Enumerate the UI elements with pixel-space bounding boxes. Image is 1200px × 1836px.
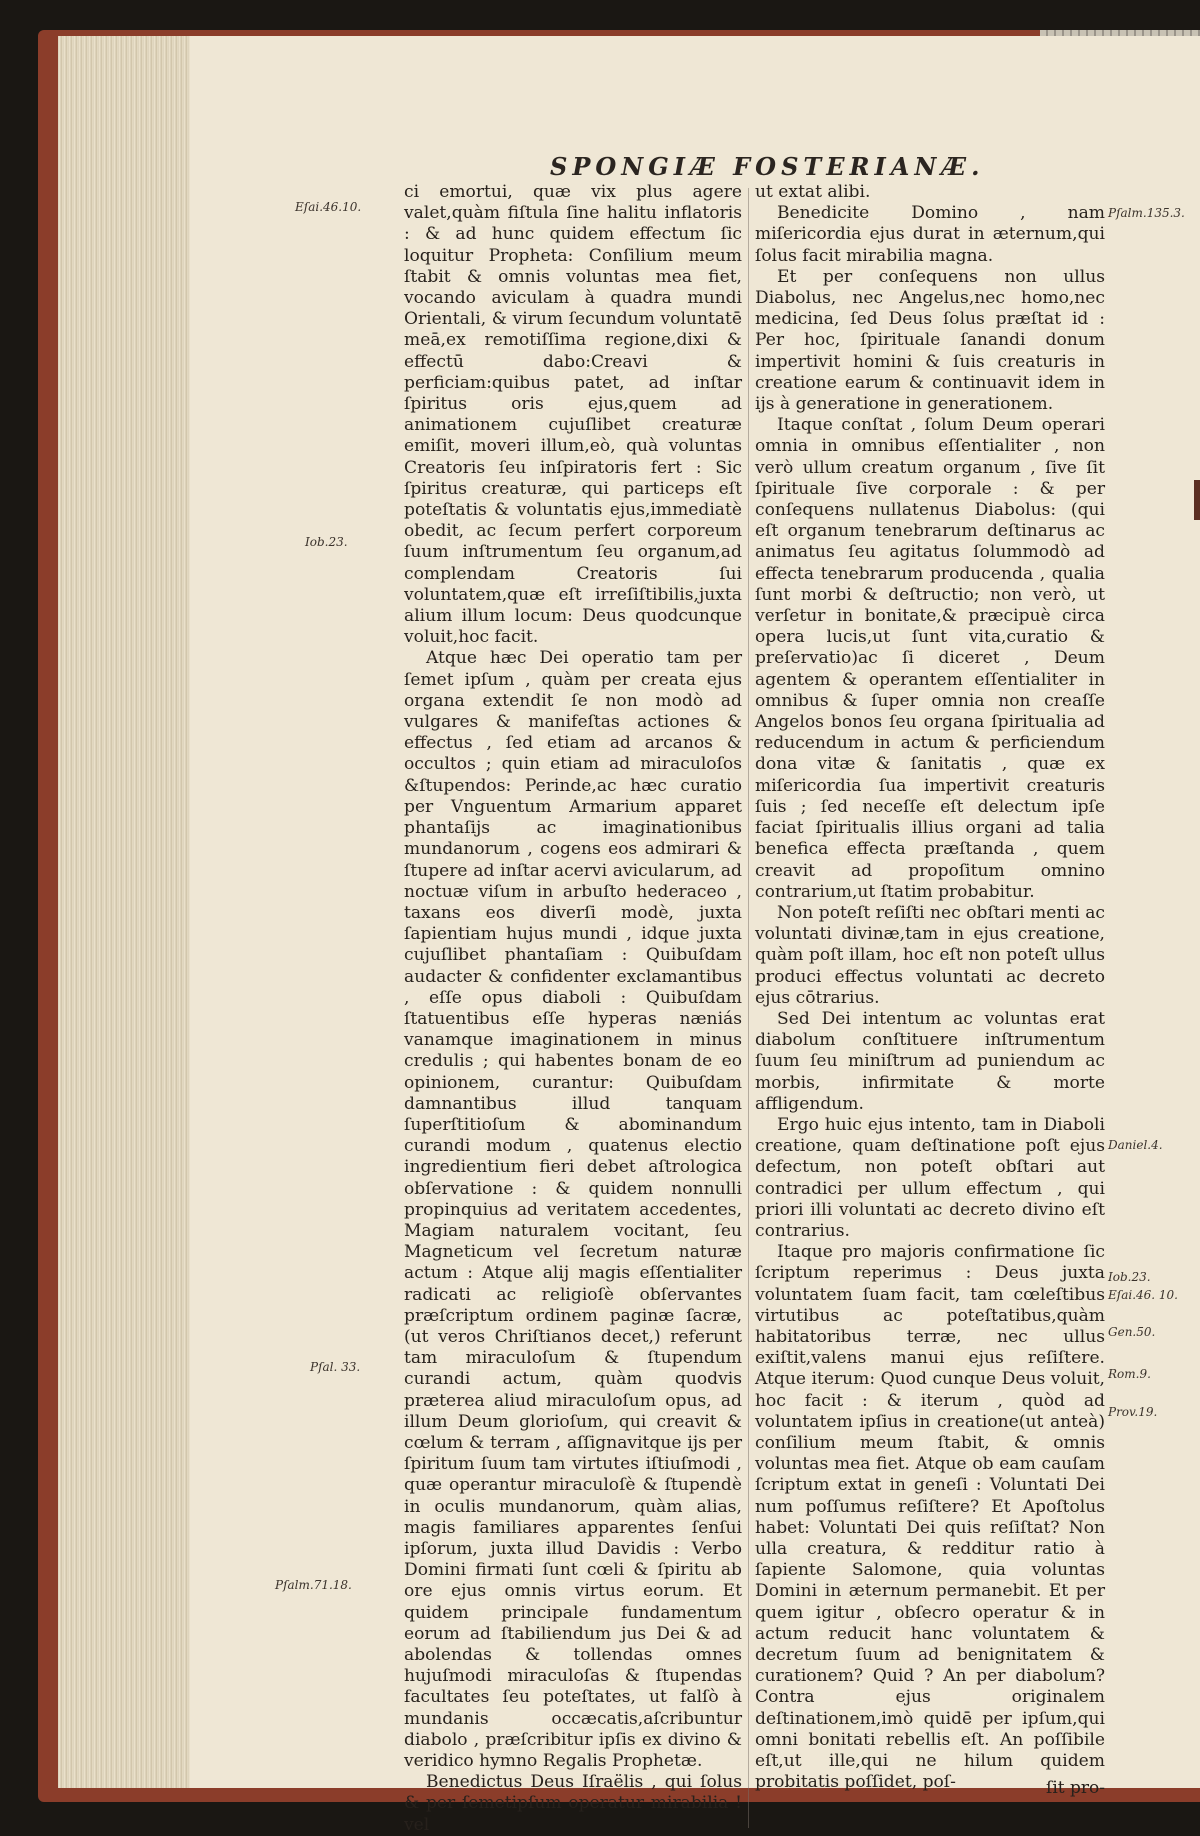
paragraph: Itaque pro majoris confirmatione ſic ſcriptum reperimus : Deus juxta voluntatem ſuam facit, tam cœleſtibus virtutibus ac poteſtatibus,quàm habitatoribus terræ, nec ullus exiſtit,valens manui ejus reſiſtere. Atque iterum: Quod cunque Deus voluit, hoc facit : & iterum , quòd ad voluntatem ipſius in creatione(ut anteà) conſilium meum ſtabit, & omnis voluntas mea fiet. Atque ob eam cauſam ſcriptum extat in geneſi : Voluntati Dei num poſſumus reſiſtere? Et Apoſtolus habet: Voluntati Dei quis reſiſtat? Non ulla creatura, & redditur ratio à ſapiente Salomone, quia voluntas Domini in æternum permanebit. Et per quem igitur , obſecro operatur & in actum reducit hanc voluntatem & decretum ſuum ad benignitatem & curationem? Quid ? An per diabolum? Contra ejus originalem deſtinationem,imò quidē per ipſum,qui omni bonitati rebellis eſt. An poſſibile eſt,ut ille,qui ne hilum quidem probitatis poſſidet, poſ-: [755, 1242, 1105, 1793]
paragraph: Non poteſt reſiſti nec obſtari menti ac voluntati divinæ,tam in ejus creatione, quàm poſt illam, hoc eſt non poteſt ullus produci effectus voluntati ac decreto ejus cōtrarius.: [755, 902, 1105, 1008]
right-column: [755, 182, 1105, 1793]
paragraph: ut extat alibi.: [755, 182, 871, 202]
paragraph: Benedictus Deus Iſraëlis , qui ſolus & per ſemetipſum operatur mirabilia ! vel: [404, 1772, 742, 1835]
margin-note: Pſalm.71.18.: [275, 1578, 352, 1592]
paragraph: Itaque conſtat , ſolum Deum operari omnia in omnibus eſſentialiter , non verò ullum creatum organum , ſive ſit ſpirituale ſive corporale : & per conſequens nullatenus Diabolus: (qui eſt organum tenebrarum deſtinarus ac animatus ſeu agitatus ſolummodò ad effecta tenebrarum producenda , qualia ſunt morbi & deſtructio; non verò, ut verſetur in bonitate,& præcipuè circa opera lucis,ut ſunt vita,curatio & preſervatio)ac ſi diceret , Deum agentem & operantem eſſentialiter in omnibus & ſuper omnia non creaſſe Angelos bonos ſeu organa ſpiritualia ad reducendum in actum & perficiendum dona vitæ & ſanitatis , quæ ex miſericordia ſua impertivit creaturis ſuis ; ſed neceſſe eſt delectum ipſe faciat ſpiritualis illius organi ad talia benefica effecta præſtanda , quem creavit ad propoſitum omnino contrarium,ut ſtatim probabitur.: [755, 415, 1105, 902]
margin-note: Eſai.46.10.: [295, 200, 362, 214]
catchword: ſit pro-: [1046, 1778, 1105, 1798]
page-tab: [1194, 480, 1200, 520]
margin-note: Eſai.46. 10.: [1108, 1288, 1178, 1302]
margin-note: Pſalm.135.3.: [1108, 206, 1185, 220]
paragraph: ci emortui, quæ vix plus agere valet,quàm fiſtula ſine halitu inflatoris : & ad hunc quidem effectum ſic loquitur Propheta: Conſilium meum ſtabit & omnis voluntas mea fiet, vocando aviculam à quadra mundi Orientali, & virum ſecundum voluntatē meā,ex remotiſſima regione,dixi & effectū dabo:Creavi & perficiam:quibus patet, ad inſtar ſpiritus oris ejus,quem ad animationem cujuſlibet creaturæ emiſit, moveri illum,eò, quà voluntas Creatoris ſeu inſpiratoris fert : Sic ſpiritus creaturæ, qui particeps eſt poteſtatis & voluntatis ejus,immediatè obedit, ac ſecum perfert corporeum ſuum inſtrumentum ſeu organum,ad complendam Creatoris ſui voluntatem,quæ eſt irreſiſtibilis,juxta alium illum locum: Deus quodcunque voluit,hoc facit.: [404, 182, 742, 648]
margin-note: Iob.23.: [1108, 1270, 1151, 1284]
left-column: [404, 182, 742, 1836]
margin-note: Gen.50.: [1108, 1325, 1156, 1339]
paragraph: Benedicite Domino , nam miſericordia ejus durat in æternum,qui ſolus facit mirabilia magna.: [755, 203, 1105, 266]
column-rule: [748, 188, 749, 1828]
margin-note: Prov.19.: [1108, 1405, 1158, 1419]
paragraph: Sed Dei intentum ac voluntas erat diabolum conſtituere inſtrumentum ſuum ſeu miniſtrum ad puniendum ac morbis, infirmitate & morte affligendum.: [755, 1008, 1105, 1114]
paragraph: Ergo huic ejus intento, tam in Diaboli creatione, quam deſtinatione poſt ejus defectum, non poteſt obſtari aut contradici per ullum effectum , qui priori illi voluntati ac decreto divino eſt contrarius.: [755, 1114, 1105, 1241]
margin-note: Daniel.4.: [1108, 1138, 1163, 1152]
paragraph: Atque hæc Dei operatio tam per ſemet ipſum , quàm per creata ejus organa extendit ſe non modò ad vulgares & manifeſtas actiones & effectus , ſed etiam ad arcanos & occultos ; quin etiam ad miraculoſos &ſtupendos: Perinde,ac hæc curatio per Vnguentum Armarium apparet phantaſijs ac imaginationibus mundanorum , cogens eos admirari & ſtupere ad inſtar acervi avicularum, ad noctuæ viſum in arbuſto hederaceo , taxans eos diverſi modè, juxta ſapientiam hujus mundi , idque juxta cujuſlibet phantaſiam : Quibuſdam audacter & confidenter exclamantibus , eſſe opus diaboli : Quibuſdam ſtatuentibus eſſe hyperas næniás vanamque imaginationem in minus credulis ; qui habentes bonam de eo opinionem, curantur: Quibuſdam damnantibus illud tanquam ſuperſtitioſum & abominandum curandi modum , quatenus electio ingredientium fieri debet aſtrologica obſervatione : & quidem nonnulli propinquius ad veritatem accedentes, Magiam naturalem vocitant, ſeu Magneticum vel ſecretum naturæ actum : Atque alij magis eſſentialiter radicati ac religioſè obſervantes præſcriptum ordinem paginæ ſacræ,(ut veros Chriſtianos decet,) referunt tam miraculoſum & ſtupendum curandi actum, quàm quodvis præterea aliud miraculoſum opus, ad illum Deum glorioſum, qui creavit & cœlum & terram , aſſignavitque ijs per ſpiritum ſuum tam virtutes iſtiuſmodi , quæ operantur miraculoſè & ſtupendè in oculis mundanorum, quàm alias, magis familiares apparentes ſenſui ipſorum, juxta illud Davidis : Verbo Domini firmati ſunt cœli & ſpiritu ab ore ejus omnis virtus eorum. Et quidem principale fundamentum eorum ad ſtabiliendum jus Dei & ad abolendas & tollendas omnes hujuſmodi miraculoſas & ſtupendas facultates ſeu poteſtates, ut falſò à mundanis occæcatis,aſcribuntur diabolo , præſcribitur ipſis ex divino & veridico hymno Regalis Prophetæ.: [404, 648, 742, 1772]
margin-note: Pſal. 33.: [310, 1360, 361, 1374]
margin-note: Iob.23.: [305, 535, 348, 549]
paragraph: Et per conſequens non ullus Diabolus, nec Angelus,nec homo,nec medicina, ſed Deus ſolus præſtat id : Per hoc, ſpirituale ſanandi donum impertivit homini & ſuis creaturis in creatione earum & continuavit idem in ijs à generatione in generationem.: [755, 266, 1105, 415]
page-edges: [58, 36, 198, 1788]
running-head: SPONGIÆ FOSTERIANÆ.: [550, 152, 985, 181]
margin-note: Rom.9.: [1108, 1367, 1151, 1381]
